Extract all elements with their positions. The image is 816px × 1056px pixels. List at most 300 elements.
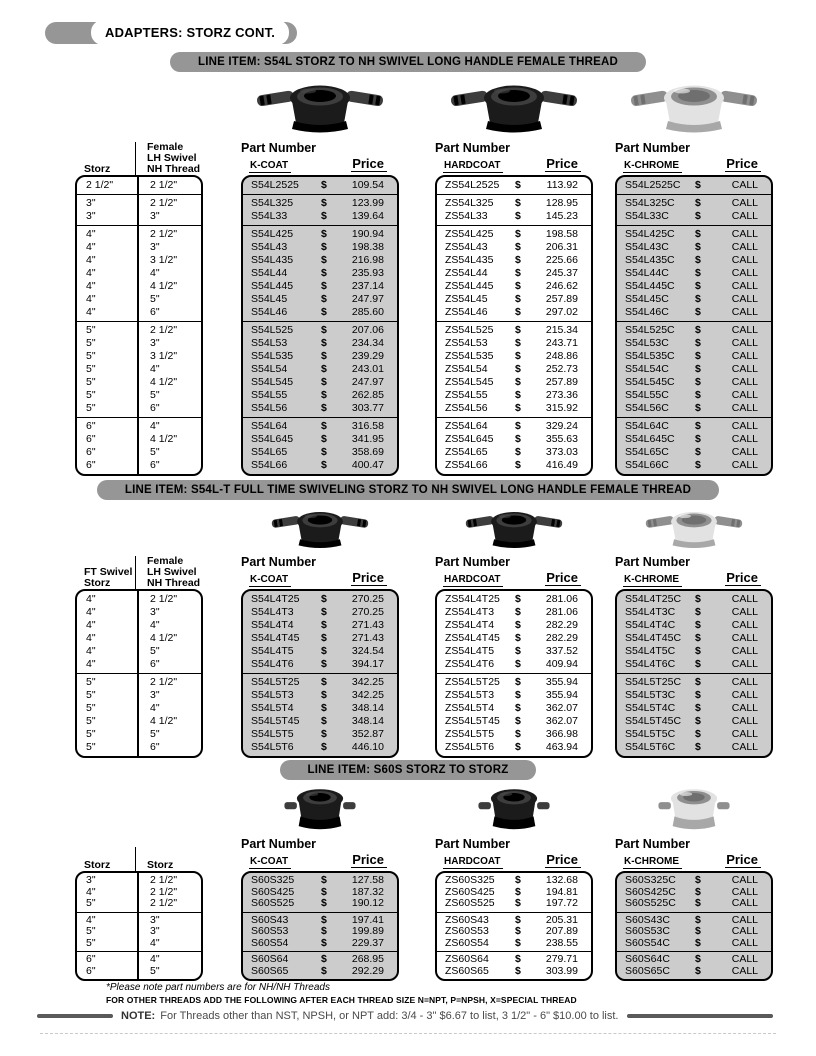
price-row xyxy=(437,241,591,254)
price-row xyxy=(243,689,397,702)
size-row: 6" 4 1/2" xyxy=(86,433,178,445)
part-number-cell: S54L2525 xyxy=(251,179,299,191)
price-row xyxy=(617,676,771,689)
size-row: 5" 6" xyxy=(86,402,160,414)
part-number-cell: S54L44 xyxy=(251,267,288,279)
dollar-sign: $ xyxy=(695,885,701,898)
adapter-photo-k-coat xyxy=(241,785,399,835)
part-number-cell: ZS54L53 xyxy=(445,337,488,349)
price-cell: 316.58 xyxy=(351,420,384,432)
part-number-cell: S60S525C xyxy=(625,897,676,909)
price-cell: CALL xyxy=(731,645,758,657)
dollar-sign: $ xyxy=(695,197,701,209)
price-row xyxy=(243,926,397,938)
price-row xyxy=(437,702,591,715)
price-row xyxy=(437,280,591,293)
size-row: 5" 4 1/2" xyxy=(86,376,178,388)
part-number-cell: ZS54L55 xyxy=(445,389,488,401)
dollar-sign: $ xyxy=(515,874,521,886)
price-group xyxy=(617,912,771,952)
size-row: 4" 4 1/2" xyxy=(86,632,178,644)
price-row xyxy=(617,306,771,319)
dollar-sign: $ xyxy=(515,606,521,618)
dollar-sign: $ xyxy=(321,433,327,445)
dollar-sign: $ xyxy=(515,728,521,740)
price-group xyxy=(243,912,397,952)
price-cell: 366.98 xyxy=(545,728,578,740)
price-row xyxy=(437,324,591,337)
part-number-cell: S54L66 xyxy=(251,459,288,471)
price-group xyxy=(617,951,771,979)
part-number-cell: ZS54L4T25 xyxy=(445,593,500,605)
price-group xyxy=(437,225,591,321)
part-number-cell: ZS54L425 xyxy=(445,228,494,240)
price-label: Price xyxy=(725,570,761,586)
price-row xyxy=(617,702,771,715)
price-cell: CALL xyxy=(731,619,758,631)
price-label: Price xyxy=(351,852,387,868)
price-group xyxy=(437,417,591,474)
price-cell: 270.25 xyxy=(351,606,384,618)
price-cell: CALL xyxy=(731,897,758,909)
price-row xyxy=(617,402,771,415)
dollar-sign: $ xyxy=(515,925,521,937)
dollar-sign: $ xyxy=(321,676,327,688)
dollar-sign: $ xyxy=(695,446,701,458)
dollar-sign: $ xyxy=(321,913,327,926)
price-cell: 342.25 xyxy=(351,676,384,688)
part-number-cell: ZS60S325 xyxy=(445,874,495,886)
price-cell: CALL xyxy=(731,228,758,240)
dollar-sign: $ xyxy=(321,925,327,937)
price-cell: CALL xyxy=(731,446,758,458)
size-group xyxy=(77,225,201,321)
price-row xyxy=(617,606,771,619)
price-group xyxy=(437,673,591,756)
dollar-sign: $ xyxy=(695,402,701,414)
price-row xyxy=(437,363,591,376)
price-row xyxy=(243,389,397,402)
size-row: 5" 3 1/2" xyxy=(86,350,178,362)
price-row xyxy=(437,420,591,433)
part-number-cell: ZS54L46 xyxy=(445,306,488,318)
size-row: 2 1/2" 2 1/2" xyxy=(86,179,178,191)
size-row: 3" 3" xyxy=(86,210,160,222)
dollar-sign: $ xyxy=(515,702,521,714)
column-subheaders xyxy=(435,570,593,587)
price-row xyxy=(617,898,771,910)
dollar-sign: $ xyxy=(695,645,701,657)
price-column-hardcoat xyxy=(435,785,593,981)
dollar-sign: $ xyxy=(321,728,327,740)
price-group xyxy=(617,417,771,474)
price-cell: 216.98 xyxy=(351,254,384,266)
price-row xyxy=(437,389,591,402)
dollar-sign: $ xyxy=(515,897,521,909)
dollar-sign: $ xyxy=(321,267,327,279)
price-row xyxy=(617,350,771,363)
part-number-cell: S54L5T6C xyxy=(625,741,676,753)
footnote-thread-codes: FOR OTHER THREADS ADD THE FOLLOWING AFTER EACH THREAD SIZE N=NPT, P=NPSH, X=SPECIAL THREAD xyxy=(106,995,577,1005)
dollar-sign: $ xyxy=(321,689,327,701)
price-group xyxy=(437,591,591,673)
price-row xyxy=(617,254,771,267)
price-cell: 352.87 xyxy=(351,728,384,740)
price-cell: 207.89 xyxy=(545,925,578,937)
part-number-cell: ZS54L545 xyxy=(445,376,494,388)
part-number-cell: S54L43 xyxy=(251,241,288,253)
price-cell: 247.97 xyxy=(351,293,384,305)
part-number-cell: S54L645C xyxy=(625,433,675,445)
part-number-cell: ZS54L2525 xyxy=(445,179,500,191)
dollar-sign: $ xyxy=(321,936,327,949)
price-cell: 285.60 xyxy=(351,306,384,318)
size-row: 6" 4" xyxy=(86,953,160,965)
price-cell: CALL xyxy=(731,632,758,644)
part-number-cell: S60S53C xyxy=(625,925,670,937)
part-number-cell: S54L46 xyxy=(251,306,288,318)
dollar-sign: $ xyxy=(695,350,701,362)
size-header-left: Storz xyxy=(84,859,111,871)
price-row xyxy=(617,689,771,702)
page-title: ADAPTERS: STORZ CONT. xyxy=(91,20,289,45)
price-cell: 235.93 xyxy=(351,267,384,279)
price-table-k-coat xyxy=(241,175,399,476)
price-cell: 132.68 xyxy=(545,874,578,886)
part-number-cell: S54L45 xyxy=(251,293,288,305)
part-number-label: Part Number xyxy=(435,837,511,851)
part-number-cell: S54L4T25 xyxy=(251,593,300,605)
dollar-sign: $ xyxy=(695,715,701,727)
note-bar xyxy=(37,1010,773,1022)
dollar-sign: $ xyxy=(515,632,521,644)
size-header-right: Storz xyxy=(135,847,203,871)
part-number-cell: ZS60S65 xyxy=(445,964,489,977)
dollar-sign: $ xyxy=(695,306,701,318)
dollar-sign: $ xyxy=(695,676,701,688)
price-cell: 262.85 xyxy=(351,389,384,401)
part-number-cell: ZS60S525 xyxy=(445,897,495,909)
dollar-sign: $ xyxy=(515,293,521,305)
part-number-cell: S54L56C xyxy=(625,402,669,414)
dollar-sign: $ xyxy=(515,593,521,605)
price-cell: 463.94 xyxy=(545,741,578,753)
part-number-cell: ZS54L56 xyxy=(445,402,488,414)
price-row xyxy=(243,306,397,319)
dollar-sign: $ xyxy=(321,324,327,336)
size-row: 5" 3" xyxy=(86,337,160,349)
dollar-sign: $ xyxy=(695,254,701,266)
dollar-sign: $ xyxy=(515,254,521,266)
price-cell: 145.23 xyxy=(545,210,578,222)
price-table-k-coat xyxy=(241,871,399,981)
dollar-sign: $ xyxy=(321,241,327,253)
section-banner-s60s: LINE ITEM: S60S STORZ TO STORZ xyxy=(280,760,537,780)
finish-label-hardcoat: HARDCOAT xyxy=(443,574,503,587)
price-cell: CALL xyxy=(731,280,758,292)
section-columns xyxy=(0,785,816,981)
price-group xyxy=(617,321,771,417)
size-row: 3" 2 1/2" xyxy=(86,874,178,886)
price-row xyxy=(243,459,397,472)
size-row: 4" 6" xyxy=(86,658,160,670)
dollar-sign: $ xyxy=(515,885,521,898)
part-number-cell: S60S65C xyxy=(625,964,670,977)
price-row xyxy=(617,741,771,754)
size-row: 4" 2 1/2" xyxy=(86,593,178,605)
section-columns xyxy=(0,77,816,476)
price-label: Price xyxy=(545,156,581,172)
dollar-sign: $ xyxy=(321,885,327,898)
dollar-sign: $ xyxy=(515,228,521,240)
dollar-sign: $ xyxy=(695,267,701,279)
size-table-divider xyxy=(137,591,139,756)
price-cell: CALL xyxy=(731,953,758,965)
dollar-sign: $ xyxy=(321,619,327,631)
price-row xyxy=(617,459,771,472)
size-table-column xyxy=(75,142,203,476)
price-row xyxy=(617,715,771,728)
price-table-k-chrome xyxy=(615,589,773,758)
price-row xyxy=(617,267,771,280)
size-row: 3" 2 1/2" xyxy=(86,197,178,209)
dollar-sign: $ xyxy=(515,389,521,401)
part-number-cell: S54L5T3C xyxy=(625,689,676,701)
price-cell: 329.24 xyxy=(545,420,578,432)
price-label: Price xyxy=(351,156,387,172)
part-number-cell: S54L5T3 xyxy=(251,689,294,701)
price-cell: 243.71 xyxy=(545,337,578,349)
price-label: Price xyxy=(351,570,387,586)
price-cell: 268.95 xyxy=(351,953,384,965)
part-number-cell: ZS54L4T6 xyxy=(445,658,495,670)
dollar-sign: $ xyxy=(695,293,701,305)
price-cell: 409.94 xyxy=(545,658,578,670)
dollar-sign: $ xyxy=(321,593,327,605)
part-number-cell: ZS54L43 xyxy=(445,241,488,253)
price-cell: 245.37 xyxy=(545,267,578,279)
part-number-cell: S54L4T4 xyxy=(251,619,294,631)
price-cell: 292.29 xyxy=(351,964,384,977)
size-group xyxy=(77,177,201,194)
price-row xyxy=(437,350,591,363)
part-number-cell: ZS54L33 xyxy=(445,210,488,222)
price-row xyxy=(617,376,771,389)
dollar-sign: $ xyxy=(321,210,327,222)
price-row xyxy=(437,606,591,619)
price-row xyxy=(243,632,397,645)
price-cell: CALL xyxy=(731,885,758,898)
price-cell: CALL xyxy=(731,376,758,388)
price-cell: 234.34 xyxy=(351,337,384,349)
part-number-label: Part Number xyxy=(241,837,317,851)
price-cell: 297.02 xyxy=(545,306,578,318)
price-cell: 190.94 xyxy=(351,228,384,240)
price-cell: CALL xyxy=(731,324,758,336)
price-row xyxy=(243,420,397,433)
part-number-cell: S54L44C xyxy=(625,267,669,279)
dollar-sign: $ xyxy=(515,376,521,388)
price-group xyxy=(243,417,397,474)
dollar-sign: $ xyxy=(695,658,701,670)
part-number-cell: S54L4T3C xyxy=(625,606,676,618)
price-column-hardcoat xyxy=(435,77,593,476)
price-group xyxy=(617,673,771,756)
part-number-cell: ZS54L44 xyxy=(445,267,488,279)
part-number-cell: S54L325C xyxy=(625,197,675,209)
price-cell: 355.94 xyxy=(545,676,578,688)
part-number-cell: S60S525 xyxy=(251,897,295,909)
price-cell: 394.17 xyxy=(351,658,384,670)
part-number-cell: S54L535 xyxy=(251,350,294,362)
price-row xyxy=(437,446,591,459)
part-number-cell: S54L4T3 xyxy=(251,606,294,618)
price-cell: CALL xyxy=(731,741,758,753)
price-group xyxy=(243,951,397,979)
dollar-sign: $ xyxy=(515,337,521,349)
price-cell: 341.95 xyxy=(351,433,384,445)
dollar-sign: $ xyxy=(321,658,327,670)
price-row xyxy=(617,938,771,950)
size-table xyxy=(75,589,203,758)
price-cell: 252.73 xyxy=(545,363,578,375)
finish-label-k-chrome: K-CHROME xyxy=(623,574,682,587)
part-number-label: Part Number xyxy=(241,555,317,569)
price-column-k-chrome xyxy=(615,77,773,476)
size-row: 6" 6" xyxy=(86,459,160,471)
price-cell: 194.81 xyxy=(545,885,578,898)
price-cell: 355.94 xyxy=(545,689,578,701)
price-column-k-coat xyxy=(241,77,399,476)
price-table-hardcoat xyxy=(435,589,593,758)
price-row xyxy=(437,306,591,319)
price-cell: 324.54 xyxy=(351,645,384,657)
dollar-sign: $ xyxy=(515,267,521,279)
part-number-cell: S54L5T45C xyxy=(625,715,682,727)
dollar-sign: $ xyxy=(695,964,701,977)
price-row xyxy=(243,593,397,606)
size-row: 4" 6" xyxy=(86,306,160,318)
price-cell: 282.29 xyxy=(545,619,578,631)
price-cell: CALL xyxy=(731,210,758,222)
dollar-sign: $ xyxy=(695,179,701,191)
adapter-photo-k-chrome xyxy=(615,785,773,835)
price-cell: CALL xyxy=(731,389,758,401)
price-group xyxy=(437,194,591,225)
dollar-sign: $ xyxy=(515,645,521,657)
price-row xyxy=(243,676,397,689)
dollar-sign: $ xyxy=(515,350,521,362)
part-number-label: Part Number xyxy=(615,837,691,851)
price-column-k-coat xyxy=(241,785,399,981)
part-number-cell: S54L5T5 xyxy=(251,728,294,740)
size-row: 5" 5" xyxy=(86,728,160,740)
part-number-cell: S54L525C xyxy=(625,324,675,336)
price-cell: 279.71 xyxy=(545,953,578,965)
dollar-sign: $ xyxy=(515,402,521,414)
size-group xyxy=(77,912,201,952)
price-cell: 246.62 xyxy=(545,280,578,292)
price-table-hardcoat xyxy=(435,175,593,476)
size-row: 5" 2 1/2" xyxy=(86,676,178,688)
price-group xyxy=(437,873,591,912)
price-group xyxy=(617,177,771,194)
dollar-sign: $ xyxy=(515,179,521,191)
part-number-cell: ZS54L5T25 xyxy=(445,676,500,688)
price-group xyxy=(243,321,397,417)
dollar-sign: $ xyxy=(515,420,521,432)
size-row: 4" 4 1/2" xyxy=(86,280,178,292)
price-row xyxy=(437,337,591,350)
price-group xyxy=(617,194,771,225)
size-row: 6" 4" xyxy=(86,420,160,432)
dollar-sign: $ xyxy=(321,306,327,318)
price-row xyxy=(437,254,591,267)
bottom-divider xyxy=(40,1033,776,1034)
dollar-sign: $ xyxy=(695,324,701,336)
price-cell: CALL xyxy=(731,874,758,886)
dollar-sign: $ xyxy=(695,376,701,388)
price-row xyxy=(437,689,591,702)
price-cell: CALL xyxy=(731,715,758,727)
part-number-cell: S54L2525C xyxy=(625,179,681,191)
note-rule-right xyxy=(627,1014,774,1018)
price-row xyxy=(617,197,771,210)
part-number-cell: ZS54L4T5 xyxy=(445,645,495,657)
column-subheaders xyxy=(241,852,399,869)
part-number-cell: S54L66C xyxy=(625,459,669,471)
price-table-hardcoat xyxy=(435,871,593,981)
price-cell: 446.10 xyxy=(351,741,384,753)
dollar-sign: $ xyxy=(321,389,327,401)
finish-label-hardcoat: HARDCOAT xyxy=(443,160,503,173)
section-columns xyxy=(0,505,816,758)
price-table-k-chrome xyxy=(615,175,773,476)
price-row xyxy=(437,459,591,472)
price-row xyxy=(617,241,771,254)
price-cell: CALL xyxy=(731,936,758,949)
dollar-sign: $ xyxy=(515,953,521,965)
price-row xyxy=(617,619,771,632)
size-row: 4" 3" xyxy=(86,241,160,253)
price-cell: 400.47 xyxy=(351,459,384,471)
part-number-cell: S54L5T5C xyxy=(625,728,676,740)
part-number-cell: S60S325 xyxy=(251,874,295,886)
price-row xyxy=(243,228,397,241)
price-row xyxy=(617,433,771,446)
size-table-divider xyxy=(137,177,139,474)
part-number-cell: S54L65 xyxy=(251,446,288,458)
part-number-cell: S54L53C xyxy=(625,337,669,349)
dollar-sign: $ xyxy=(695,420,701,432)
price-cell: CALL xyxy=(731,350,758,362)
part-number-cell: S54L45C xyxy=(625,293,669,305)
part-number-cell: S54L4T6C xyxy=(625,658,676,670)
column-subheaders xyxy=(241,156,399,173)
dollar-sign: $ xyxy=(695,228,701,240)
dollar-sign: $ xyxy=(695,280,701,292)
footnotes xyxy=(106,982,577,1007)
price-cell: 315.92 xyxy=(545,402,578,414)
size-row: 4" 4" xyxy=(86,267,160,279)
price-cell: 257.89 xyxy=(545,376,578,388)
price-group xyxy=(243,873,397,912)
size-row: 4" 2 1/2" xyxy=(86,228,178,240)
price-cell: 348.14 xyxy=(351,702,384,714)
price-row xyxy=(437,966,591,978)
size-row: 6" 5" xyxy=(86,446,160,458)
part-number-cell: ZS54L4T3 xyxy=(445,606,495,618)
